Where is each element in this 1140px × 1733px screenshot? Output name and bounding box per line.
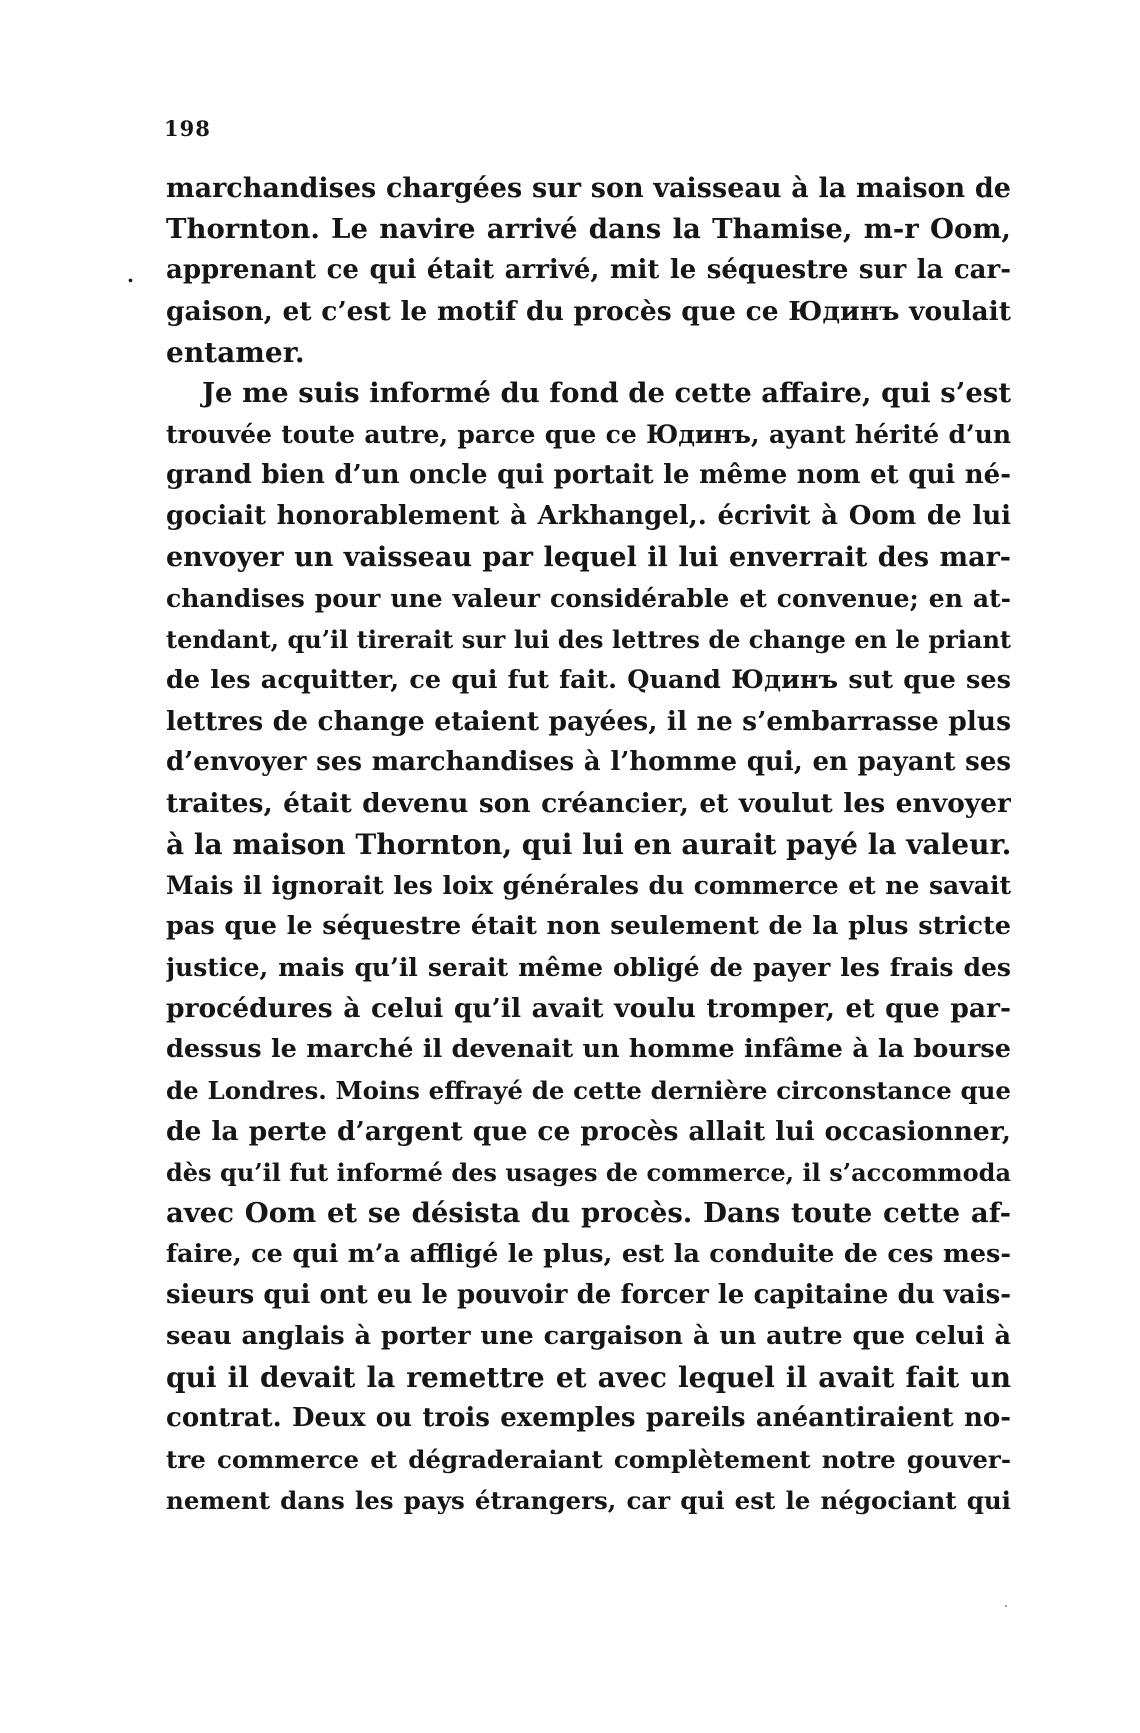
speck-mark xyxy=(1005,1605,1007,1607)
text-line: de Londres. Moins effrayé de cette dernière circonstance que xyxy=(166,1076,1011,1105)
text-line: envoyer un vaisseau par lequel il lui enverrait des mar- xyxy=(166,542,1011,573)
text-line: qui il devait la remettre et avec lequel il avait fait un xyxy=(166,1361,1011,1394)
text-line: de les acquitter, ce qui fut fait. Quand Юдинъ sut que ses xyxy=(166,665,1011,695)
text-line: tre commerce et dégraderaiant complètement notre gouver- xyxy=(166,1445,1011,1474)
text-line: chandises pour une valeur considérable et convenue; en at- xyxy=(166,584,1011,613)
text-line: procédures à celui qu’il avait voulu tromper, et que par- xyxy=(166,993,1011,1024)
paragraph-2 xyxy=(166,373,1011,1521)
page-number: 198 xyxy=(164,116,211,141)
text-line: de la perte d’argent que ce procès allait lui occasionner, xyxy=(166,1116,1011,1147)
text-line: contrat. Deux ou trois exemples pareils anéantiraient no- xyxy=(166,1403,1011,1433)
text-line: pas que le séquestre était non seulement de la plus stricte xyxy=(166,911,1011,941)
text-line: Mais il ignorait les loix générales du commerce et ne savait xyxy=(166,871,1011,900)
text-line: Je me suis informé du fond de cette affaire, qui s’est xyxy=(202,377,1011,409)
text-line: avec Oom et se désista du procès. Dans toute cette af- xyxy=(166,1197,1011,1229)
text-line: lettres de change etaient payées, il ne s’embarrasse plus xyxy=(166,706,1011,737)
text-line: seau anglais à porter une cargaison à un autre que celui à xyxy=(166,1321,1011,1351)
text-line: justice, mais qu’il serait même obligé de payer les frais des xyxy=(166,953,1011,982)
text-line: marchandises chargées sur son vaisseau à la maison de xyxy=(166,173,1011,204)
text-line: dès qu’il fut informé des usages de commerce, il s’accommoda xyxy=(166,1158,1011,1187)
text-line: trouvée toute autre, parce que ce Юдинъ, ayant hérité d’un xyxy=(166,420,1011,449)
text-line: traites, était devenu son créancier, et voulut les envoyer xyxy=(166,788,1011,819)
text-line: dessus le marché il devenait un homme infâme à la bourse xyxy=(166,1034,1011,1064)
paragraph-1 xyxy=(166,168,1011,373)
text-line: nement dans les pays étrangers, car qui est le négociant qui xyxy=(166,1486,1011,1515)
text-line: grand bien d’un oncle qui portait le même nom et qui né- xyxy=(166,460,1011,490)
text-line: faire, ce qui m’a affligé le plus, est la conduite de ces mes- xyxy=(166,1239,1011,1269)
margin-mark: . xyxy=(127,263,134,287)
text-line: sieurs qui ont eu le pouvoir de forcer le capitaine du vais- xyxy=(166,1280,1011,1310)
body-text xyxy=(166,168,1011,1521)
text-line: gociait honorablement à Arkhangel,. écrivit à Oom de lui xyxy=(166,501,1011,531)
text-line: d’envoyer ses marchandises à l’homme qui, en payant ses xyxy=(166,747,1011,777)
text-line: gaison, et c’est le motif du procès que ce Юдинъ voulait xyxy=(166,296,1011,327)
text-line: tendant, qu’il tirerait sur lui des lettres de change en le priant xyxy=(166,625,1011,654)
text-line: apprenant ce qui était arrivé, mit le séquestre sur la car- xyxy=(166,255,1011,285)
text-line: Thornton. Le navire arrivé dans la Thamise, m-r Oom, xyxy=(166,213,1011,245)
text-line: entamer. xyxy=(166,336,305,369)
text-line: à la maison Thornton, qui lui en aurait payé la valeur. xyxy=(166,828,1011,861)
